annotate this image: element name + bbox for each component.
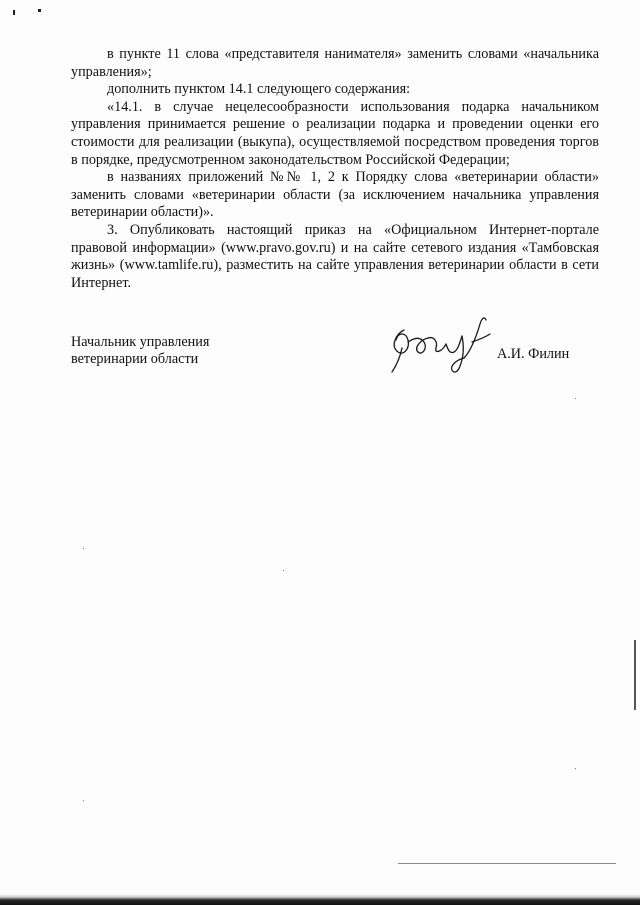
- scan-dot: [83, 800, 84, 801]
- scan-artifact-mark: [38, 9, 41, 12]
- scan-dot: [283, 570, 284, 571]
- scan-line-bottom: [398, 863, 616, 864]
- scan-dot: [575, 398, 576, 399]
- paragraph-add-14-1: дополнить пунктом 14.1 следующего содержания:: [107, 81, 411, 98]
- document-body: [71, 46, 599, 292]
- signatory-position: [71, 334, 209, 367]
- paragraph-appendix-names: в названиях приложений №№ 1, 2 к Порядку слова «ветеринарии области» заменить словами «ветеринарии области (за исключением начальника управления ветеринарии области)».: [71, 169, 599, 221]
- scan-edge-bottom: [0, 894, 640, 905]
- scan-artifact-mark: [13, 10, 15, 15]
- handwritten-signature: [384, 312, 496, 378]
- signer-name: А.И. Филин: [497, 346, 570, 362]
- paragraph-item-11: в пункте 11 слова «представителя нанимателя» заменить словами «начальника управления»;: [71, 46, 599, 80]
- position-line-1: Начальник управления: [71, 334, 210, 350]
- position-line-2: ветеринарии области: [71, 350, 199, 367]
- scan-dot: [83, 548, 84, 549]
- paragraph-publish: 3. Опубликовать настоящий приказ на «Официальном Интернет-портале правовой информации» (www.pravo.gov.ru) и на сайте сетевого издания «Тамбовская жизнь» (www.tamlife.ru), разместить на сайте управления ветеринарии области в сети Интернет.: [71, 221, 599, 291]
- paragraph-14-1-text: «14.1. в случае нецелесообразности использования подарка начальником управления принимается решение о реализации подарка и проведении оценки его стоимости для реализации (выкупа), осуществляемой посредством проведения торгов в порядке, предусмотренном законодательством Российской Федерации;: [71, 98, 599, 168]
- scan-edge-right: [634, 640, 636, 710]
- scan-dot: [575, 768, 576, 769]
